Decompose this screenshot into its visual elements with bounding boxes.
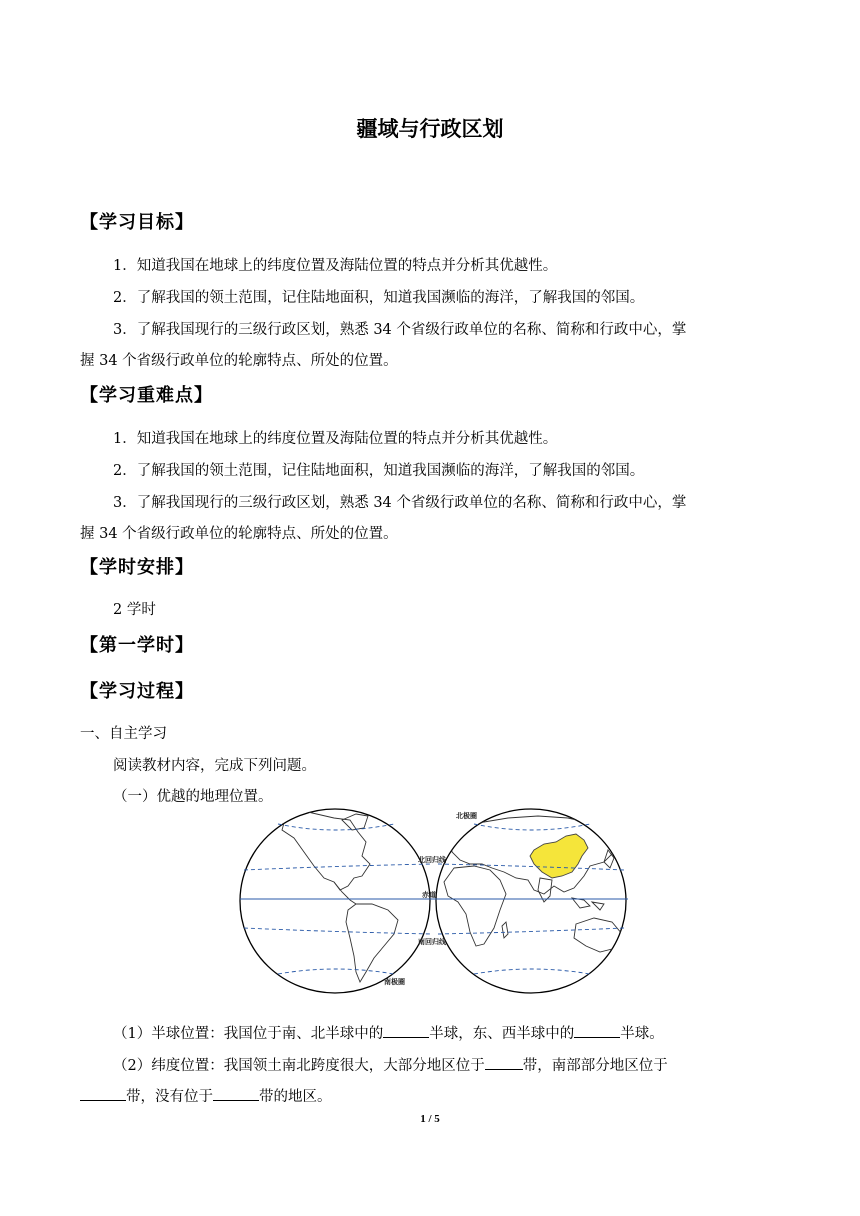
question-latitude-text-a: （2）纬度位置：我国领土南北跨度很大，大部分地区位于 xyxy=(113,1058,485,1074)
page-title: 疆域与行政区划 xyxy=(356,117,504,141)
answer-blank-ns[interactable] xyxy=(383,1023,429,1038)
heading-objectives: 【学习目标】 xyxy=(80,212,194,233)
label-tropic-cancer: 北回归线 xyxy=(418,856,446,864)
answer-blank-none-zone[interactable] xyxy=(213,1086,259,1101)
heading-first-period: 【第一学时】 xyxy=(80,635,194,656)
keypoint-item-3-cont: 握 34 个省级行政单位的轮廓特点、所处的位置。 xyxy=(80,526,398,542)
keypoint-item-3: 3．了解我国现行的三级行政区划，熟悉 34 个省级行政单位的名称、简称和行政中心，掌 xyxy=(113,495,687,511)
question-hemisphere-text-c: 半球。 xyxy=(620,1026,664,1042)
keypoint-item-2: 2．了解我国的领土范围，记住陆地面积，知道我国濒临的海洋，了解我国的邻国。 xyxy=(113,463,645,479)
question-latitude-text-b: 带，南部部分地区位于 xyxy=(522,1058,668,1074)
part-self-study: 一、自主学习 xyxy=(80,726,167,742)
objective-item-1: 1．知道我国在地球上的纬度位置及海陆位置的特点并分析其优越性。 xyxy=(113,258,558,274)
question-latitude-cont xyxy=(80,1085,332,1106)
question-latitude-text-d: 带的地区。 xyxy=(259,1089,332,1105)
western-hemisphere xyxy=(240,809,430,993)
label-south-pole: 南极圈 xyxy=(384,978,405,986)
sub-heading-location: （一）优越的地理位置。 xyxy=(113,789,273,805)
world-hemispheres-map xyxy=(238,806,630,996)
answer-blank-main-zone[interactable] xyxy=(485,1055,523,1070)
heading-keypoints: 【学习重难点】 xyxy=(80,385,213,406)
label-equator: 赤道 xyxy=(422,891,436,899)
question-hemisphere-text-a: （1）半球位置：我国位于南、北半球中的 xyxy=(113,1026,384,1042)
objective-item-2: 2．了解我国的领土范围，记住陆地面积，知道我国濒临的海洋，了解我国的邻国。 xyxy=(113,290,645,306)
instruction-text: 阅读教材内容，完成下列问题。 xyxy=(113,758,316,774)
question-hemisphere-text-b: 半球，东、西半球中的 xyxy=(429,1026,575,1042)
eastern-hemisphere xyxy=(436,809,626,993)
page-number: 1 / 5 xyxy=(420,1113,440,1125)
question-latitude-text-c: 带，没有位于 xyxy=(126,1089,213,1105)
label-north-pole: 北极圈 xyxy=(456,812,477,820)
objective-item-3-cont: 握 34 个省级行政单位的轮廓特点、所处的位置。 xyxy=(80,353,398,369)
schedule-text: 2 学时 xyxy=(113,602,156,618)
keypoint-item-1: 1．知道我国在地球上的纬度位置及海陆位置的特点并分析其优越性。 xyxy=(113,431,558,447)
question-hemisphere xyxy=(113,1022,664,1043)
answer-blank-south-zone[interactable] xyxy=(80,1086,126,1101)
answer-blank-ew[interactable] xyxy=(574,1023,620,1038)
question-latitude xyxy=(113,1054,668,1075)
heading-process: 【学习过程】 xyxy=(80,681,194,702)
heading-schedule: 【学时安排】 xyxy=(80,557,194,578)
objective-item-3: 3．了解我国现行的三级行政区划，熟悉 34 个省级行政单位的名称、简称和行政中心，掌 xyxy=(113,322,687,338)
label-tropic-capricorn: 南回归线 xyxy=(418,938,446,946)
